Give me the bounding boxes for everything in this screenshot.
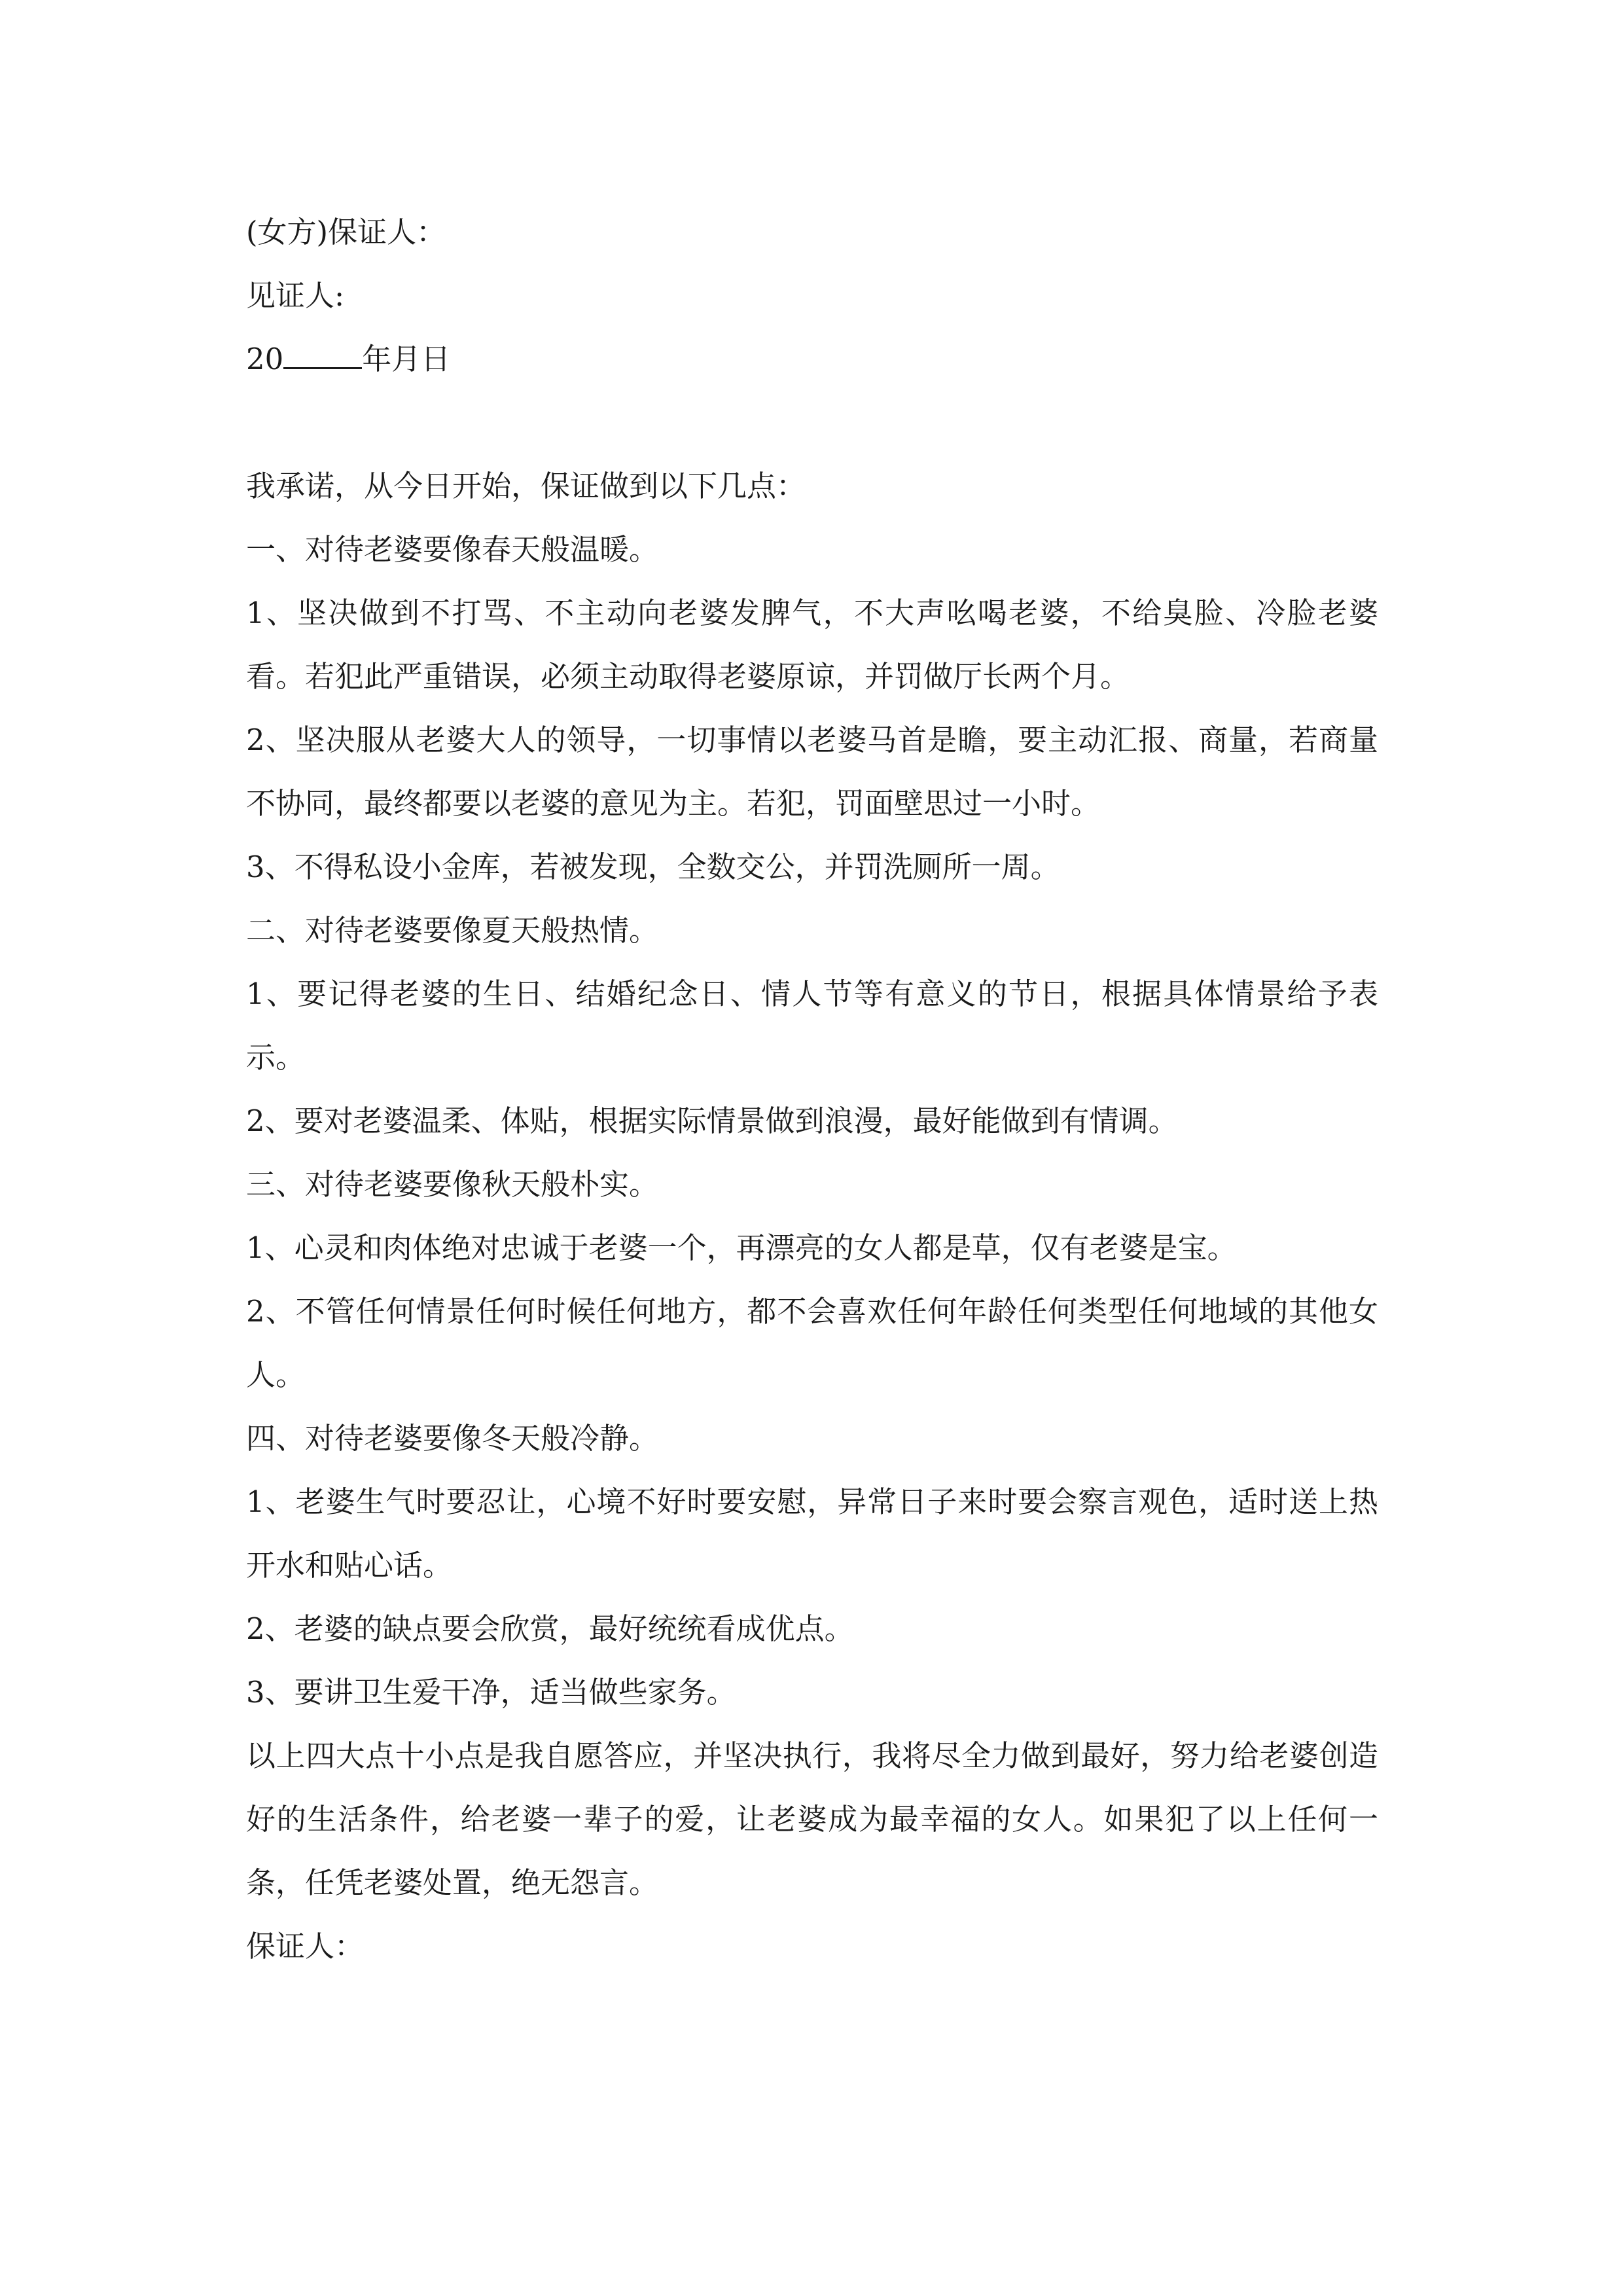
paragraph-spacer — [246, 391, 1378, 454]
witness-line: 见证人: — [246, 278, 345, 313]
section-heading: 一、对待老婆要像春天般温暖。 — [246, 532, 659, 567]
section-item: 1、要记得老婆的生日、结婚纪念日、情人节等有意义的节日，根据具体情景给予表示。 — [246, 977, 1378, 1075]
section-item: 1、老婆生气时要忍让，心境不好时要安慰，异常日子来时要会察言观色，适时送上热开水和贴心话。 — [246, 1484, 1378, 1583]
section-heading: 四、对待老婆要像冬天般冷静。 — [246, 1421, 659, 1456]
section-item: 2、不管任何情景任何时候任何地方，都不会喜欢任何年龄任何类型任何地域的其他女人。 — [246, 1294, 1378, 1392]
female-guarantor-line: (女方)保证人： — [246, 215, 446, 249]
section-item: 2、要对老婆温柔、体贴，根据实际情景做到浪漫，最好能做到有情调。 — [246, 1103, 1178, 1138]
date-line — [246, 327, 1378, 391]
section-heading: 三、对待老婆要像秋天般朴实。 — [246, 1167, 659, 1202]
section-item: 3、不得私设小金库，若被发现，全数交公，并罚洗厕所一周。 — [246, 850, 1060, 884]
section-item: 1、心灵和肉体绝对忠诚于老婆一个，再漂亮的女人都是草，仅有老婆是宝。 — [246, 1230, 1237, 1265]
pledge-intro: 我承诺，从今日开始，保证做到以下几点： — [246, 469, 806, 503]
pledge-conclusion: 以上四大点十小点是我自愿答应，并坚决执行，我将尽全力做到最好，努力给老婆创造好的生活条件，给老婆一辈子的爱，让老婆成为最幸福的女人。如果犯了以上任何一条，任凭老婆处置，绝无怨言。 — [246, 1738, 1378, 1900]
section-item: 2、老婆的缺点要会欣赏，最好统统看成优点。 — [246, 1611, 854, 1646]
section-item: 1、坚决做到不打骂、不主动向老婆发脾气，不大声吆喝老婆，不给臭脸、冷脸老婆看。若犯此严重错误，必须主动取得老婆原谅，并罚做厅长两个月。 — [246, 596, 1378, 694]
guarantor-line: 保证人： — [246, 1929, 365, 1964]
section-item: 3、要讲卫生爱干净，适当做些家务。 — [246, 1675, 736, 1710]
document-body — [246, 200, 1378, 1978]
section-item: 2、坚决服从老婆大人的领导，一切事情以老婆马首是瞻，要主动汇报、商量，若商量不协同，最终都要以老婆的意见为主。若犯，罚面壁思过一小时。 — [246, 723, 1378, 821]
date-prefix: 20 — [246, 342, 284, 376]
section-heading: 二、对待老婆要像夏天般热情。 — [246, 913, 659, 948]
date-blank — [283, 341, 362, 369]
date-suffix: 年月日 — [362, 342, 451, 376]
